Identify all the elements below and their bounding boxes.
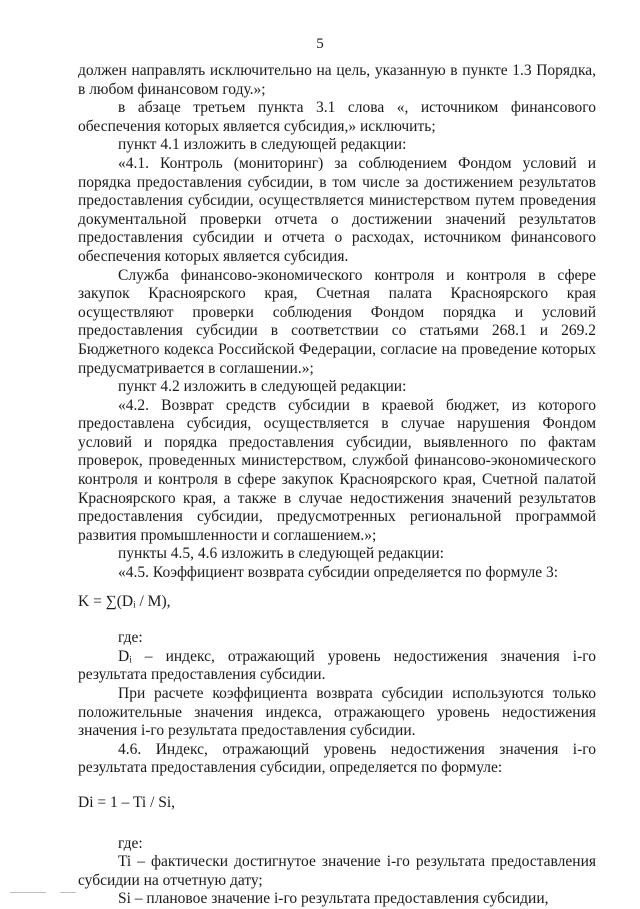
paragraph: должен направлять исключительно на цель, указанную в пункте 1.3 Порядка, в любом финансовом году.»;: [78, 62, 596, 98]
paragraph: пункты 4.5, 4.6 изложить в следующей редакции:: [118, 545, 444, 563]
paragraph: пункт 4.2 изложить в следующей редакции:: [118, 378, 407, 396]
footer-rule: [10, 892, 46, 893]
paragraph: Dᵢ – индекс, отражающий уровень недостижения значения i-го результата предоставления субсидии.: [78, 647, 596, 684]
paragraph: в абзаце третьем пункта 3.1 слова «, источником финансового обеспечения которых является субсидия,» исключить;: [78, 99, 596, 135]
where-label: где:: [118, 629, 143, 647]
footer-rule: [60, 892, 76, 893]
paragraph: 4.6. Индекс, отражающий уровень недостижения значения i-го результата предоставления субсидии, определяется по формуле:: [78, 740, 596, 777]
document-body: [78, 62, 596, 909]
formula-di: Di = 1 – Ti / Si,: [78, 793, 176, 811]
paragraph: «4.5. Коэффициент возврата субсидии определяется по формуле 3:: [118, 564, 559, 582]
paragraph: Si – плановое значение i-го результата предоставления субсидии,: [118, 890, 549, 908]
paragraph: пункт 4.1 изложить в следующей редакции:: [118, 136, 407, 154]
page-number: 5: [316, 36, 324, 52]
where-label: где:: [118, 834, 143, 852]
paragraph: «4.1. Контроль (мониторинг) за соблюдением Фондом условий и порядка предоставления субсидии, в том числе за достижением результатов предоставления субсидии, осуществляется министерством путем проведения документальной проверки отчета о достижении значений результатов предоставления субсидии и отчета о расходах, источником финансового обеспечения которых является субсидия.: [78, 154, 596, 265]
formula-k: K = ∑(Dᵢ / M),: [78, 592, 171, 610]
paragraph: Ti – фактически достигнутое значение i-го результата предоставления субсидии на отчетную дату;: [78, 853, 596, 889]
paragraph: Служба финансово-экономического контроля и контроля в сфере закупок Красноярского края, Счетная палата Красноярского края осуществляют проверки соблюдения Фондом порядка и условий предоставления субсидии в соответствии со статьями 268.1 и 269.2 Бюджетного кодекса Российской Федерации, согласие на проведение которых предусматривается в соглашении.»;: [78, 266, 596, 377]
paragraph: «4.2. Возврат средств субсидии в краевой бюджет, из которого предоставлена субсидия, осуществляется в случае нарушения Фондом условий и порядка предоставления субсидии, выявленного по фактам проверок, проведенных министерством, службой финансово-экономического контроля и контроля в сфере закупок Красноярского края, Счетной палатой Красноярского края, а также в случае недостижения значений результатов предоставления субсидии, предусмотренных региональной программой развития промышленности и соглашением.»;: [78, 396, 596, 544]
paragraph: При расчете коэффициента возврата субсидии используются только положительные значения индекса, отражающего уровень недостижения значения i-го результата предоставления субсидии.: [78, 685, 596, 740]
